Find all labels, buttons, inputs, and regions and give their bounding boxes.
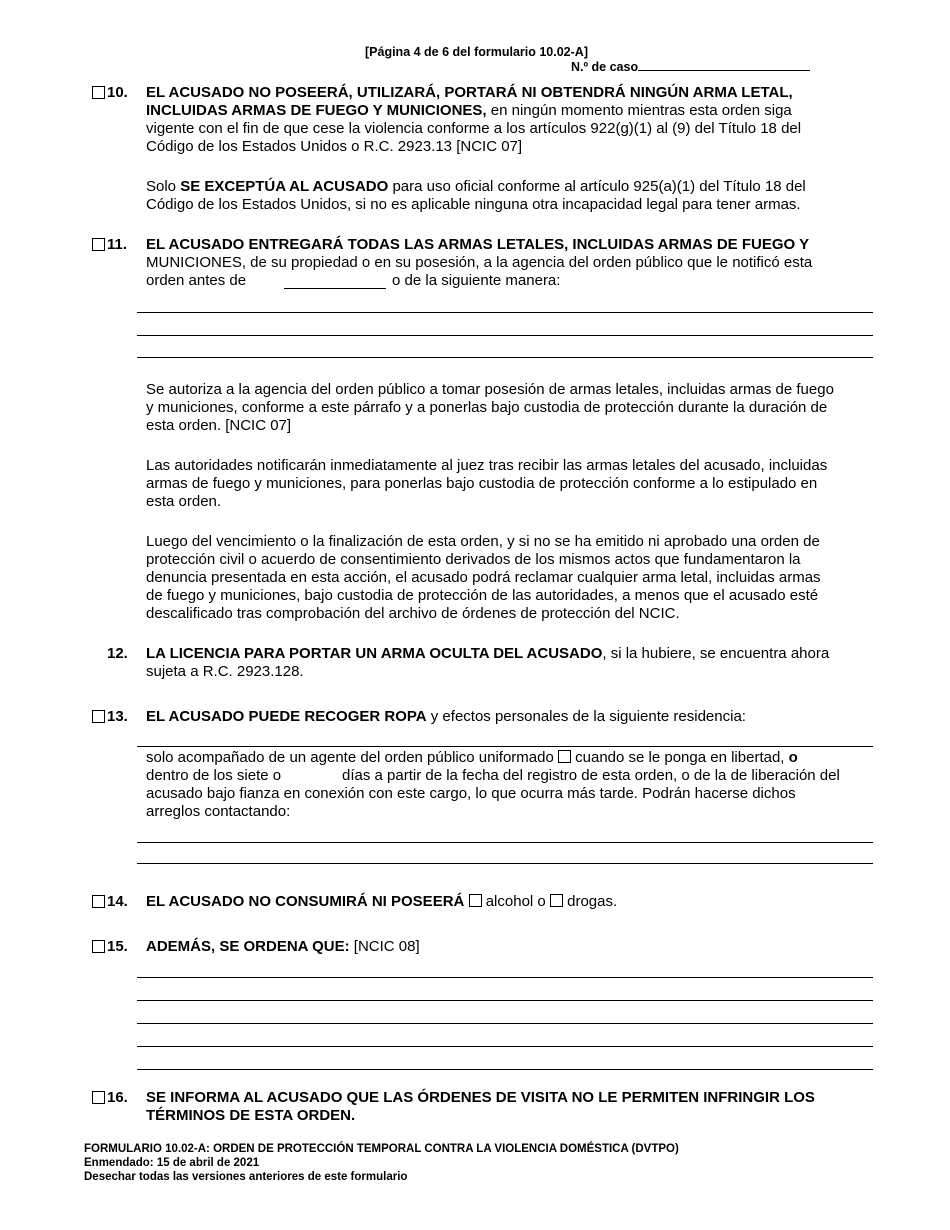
item-11-notification: Las autoridades notificarán inmediatamente al juez tras recibir las armas letales del acusado, incluidas armas de fuego y municiones, para ponerlas bajo custodia de protección conforme a lo estipulado en esta orden. xyxy=(146,457,828,510)
form-footer: FORMULARIO 10.02-A: ORDEN DE PROTECCIÓN TEMPORAL CONTRA LA VIOLENCIA DOMÉSTICA (DVTPO) Enmendado: 15 de abril de 2021 Desechar todas las versiones anteriores de este formulario xyxy=(84,1143,679,1183)
item-13-number: 13. xyxy=(107,708,128,725)
contact-line-2[interactable] xyxy=(137,863,873,864)
item-14-text: EL ACUSADO NO CONSUMIRÁ NI POSEERÁ alcohol o drogas. xyxy=(146,893,618,910)
item-13-checkbox[interactable] xyxy=(92,710,105,723)
drugs-checkbox[interactable] xyxy=(550,894,563,907)
additional-order-line-4[interactable] xyxy=(137,1046,873,1047)
item-11-reclaim: Luego del vencimiento o la finalización de esta orden, y si no se ha emitido ni aprobado una orden de protección civil o acuerdo de consentimiento derivados de los mismos actos que fundamentaron la denuncia presentada en esta acción, el acusado podrá reclamar cualquier arma letal, incluidas armas de fuego y municiones, bajo custodia de protección de las autoridades, a menos que el acusado esté descalificado tras comprobación del archivo de órdenes de protección del NCIC. xyxy=(146,533,821,622)
case-number-field[interactable] xyxy=(638,59,810,71)
additional-order-line-1[interactable] xyxy=(137,977,873,978)
officer-escort-checkbox[interactable] xyxy=(558,750,571,763)
residence-line[interactable] xyxy=(137,746,873,747)
item-12-text: LA LICENCIA PARA PORTAR UN ARMA OCULTA DEL ACUSADO, si la hubiere, se encuentra ahora sujeta a R.C. 2923.128. xyxy=(146,645,830,680)
item-10-number: 10. xyxy=(107,84,128,101)
item-13-conditions: solo acompañado de un agente del orden público uniformado cuando se le ponga en libertad, o dentro de los siete o días a partir de la fecha del registro de esta orden, o de la de liberación del acusado bajo fianza en conexión con este cargo, lo que ocurra más tarde. Podrán hacerse dichos arreglos contactando: xyxy=(146,749,840,820)
item-11-number: 11. xyxy=(107,236,128,253)
item-14-number: 14. xyxy=(107,893,128,910)
surrender-manner-line-1[interactable] xyxy=(137,312,873,313)
item-16-text: SE INFORMA AL ACUSADO QUE LAS ÓRDENES DE VISITA NO LE PERMITEN INFRINGIR LOS TÉRMINOS DE ESTA ORDEN. xyxy=(146,1089,815,1124)
surrender-manner-line-3[interactable] xyxy=(137,357,873,358)
additional-order-line-3[interactable] xyxy=(137,1023,873,1024)
item-15-number: 15. xyxy=(107,938,128,955)
additional-order-line-2[interactable] xyxy=(137,1000,873,1001)
page-label: [Página 4 de 6 del formulario 10.02-A] xyxy=(365,45,588,59)
item-14-checkbox[interactable] xyxy=(92,895,105,908)
item-13-heading: EL ACUSADO PUEDE RECOGER ROPA y efectos personales de la siguiente residencia: xyxy=(146,708,746,725)
item-11-text: EL ACUSADO ENTREGARÁ TODAS LAS ARMAS LETALES, INCLUIDAS ARMAS DE FUEGO Y MUNICIONES, de su propiedad o en su posesión, a la agencia del orden público que le notificó esta orden antes de o de la siguiente manera: xyxy=(146,236,813,289)
item-15-heading: ADEMÁS, SE ORDENA QUE: [NCIC 08] xyxy=(146,938,420,955)
item-10-exception: Solo SE EXCEPTÚA AL ACUSADO para uso oficial conforme al artículo 925(a)(1) del Título 18 del Código de los Estados Unidos, si no es aplicable ninguna otra incapacidad legal para tener armas. xyxy=(146,178,806,213)
item-11-checkbox[interactable] xyxy=(92,238,105,251)
item-10-checkbox[interactable] xyxy=(92,86,105,99)
surrender-manner-line-2[interactable] xyxy=(137,335,873,336)
contact-line-1[interactable] xyxy=(137,842,873,843)
item-12-number: 12. xyxy=(107,645,128,662)
item-15-checkbox[interactable] xyxy=(92,940,105,953)
item-11-authorization: Se autoriza a la agencia del orden público a tomar posesión de armas letales, incluidas armas de fuego y municiones, conforme a este párrafo y a ponerlas bajo custodia de protección durante la duración de esta orden. [NCIC 07] xyxy=(146,381,834,434)
alcohol-checkbox[interactable] xyxy=(469,894,482,907)
surrender-date-field[interactable] xyxy=(284,272,386,289)
item-10-text: EL ACUSADO NO POSEERÁ, UTILIZARÁ, PORTARÁ NI OBTENDRÁ NINGÚN ARMA LETAL, INCLUIDAS ARMAS DE FUEGO Y MUNICIONES, en ningún momento mientras esta orden siga vigente con el fin de que cese la violencia conforme a los artículos 922(g)(1) al (9) del Título 18 del Código de los Estados Unidos o R.C. 2923.13 [NCIC 07] xyxy=(146,84,802,155)
additional-order-line-5[interactable] xyxy=(137,1069,873,1070)
case-number-label: N.º de caso xyxy=(571,59,810,74)
item-16-checkbox[interactable] xyxy=(92,1091,105,1104)
item-16-number: 16. xyxy=(107,1089,128,1106)
